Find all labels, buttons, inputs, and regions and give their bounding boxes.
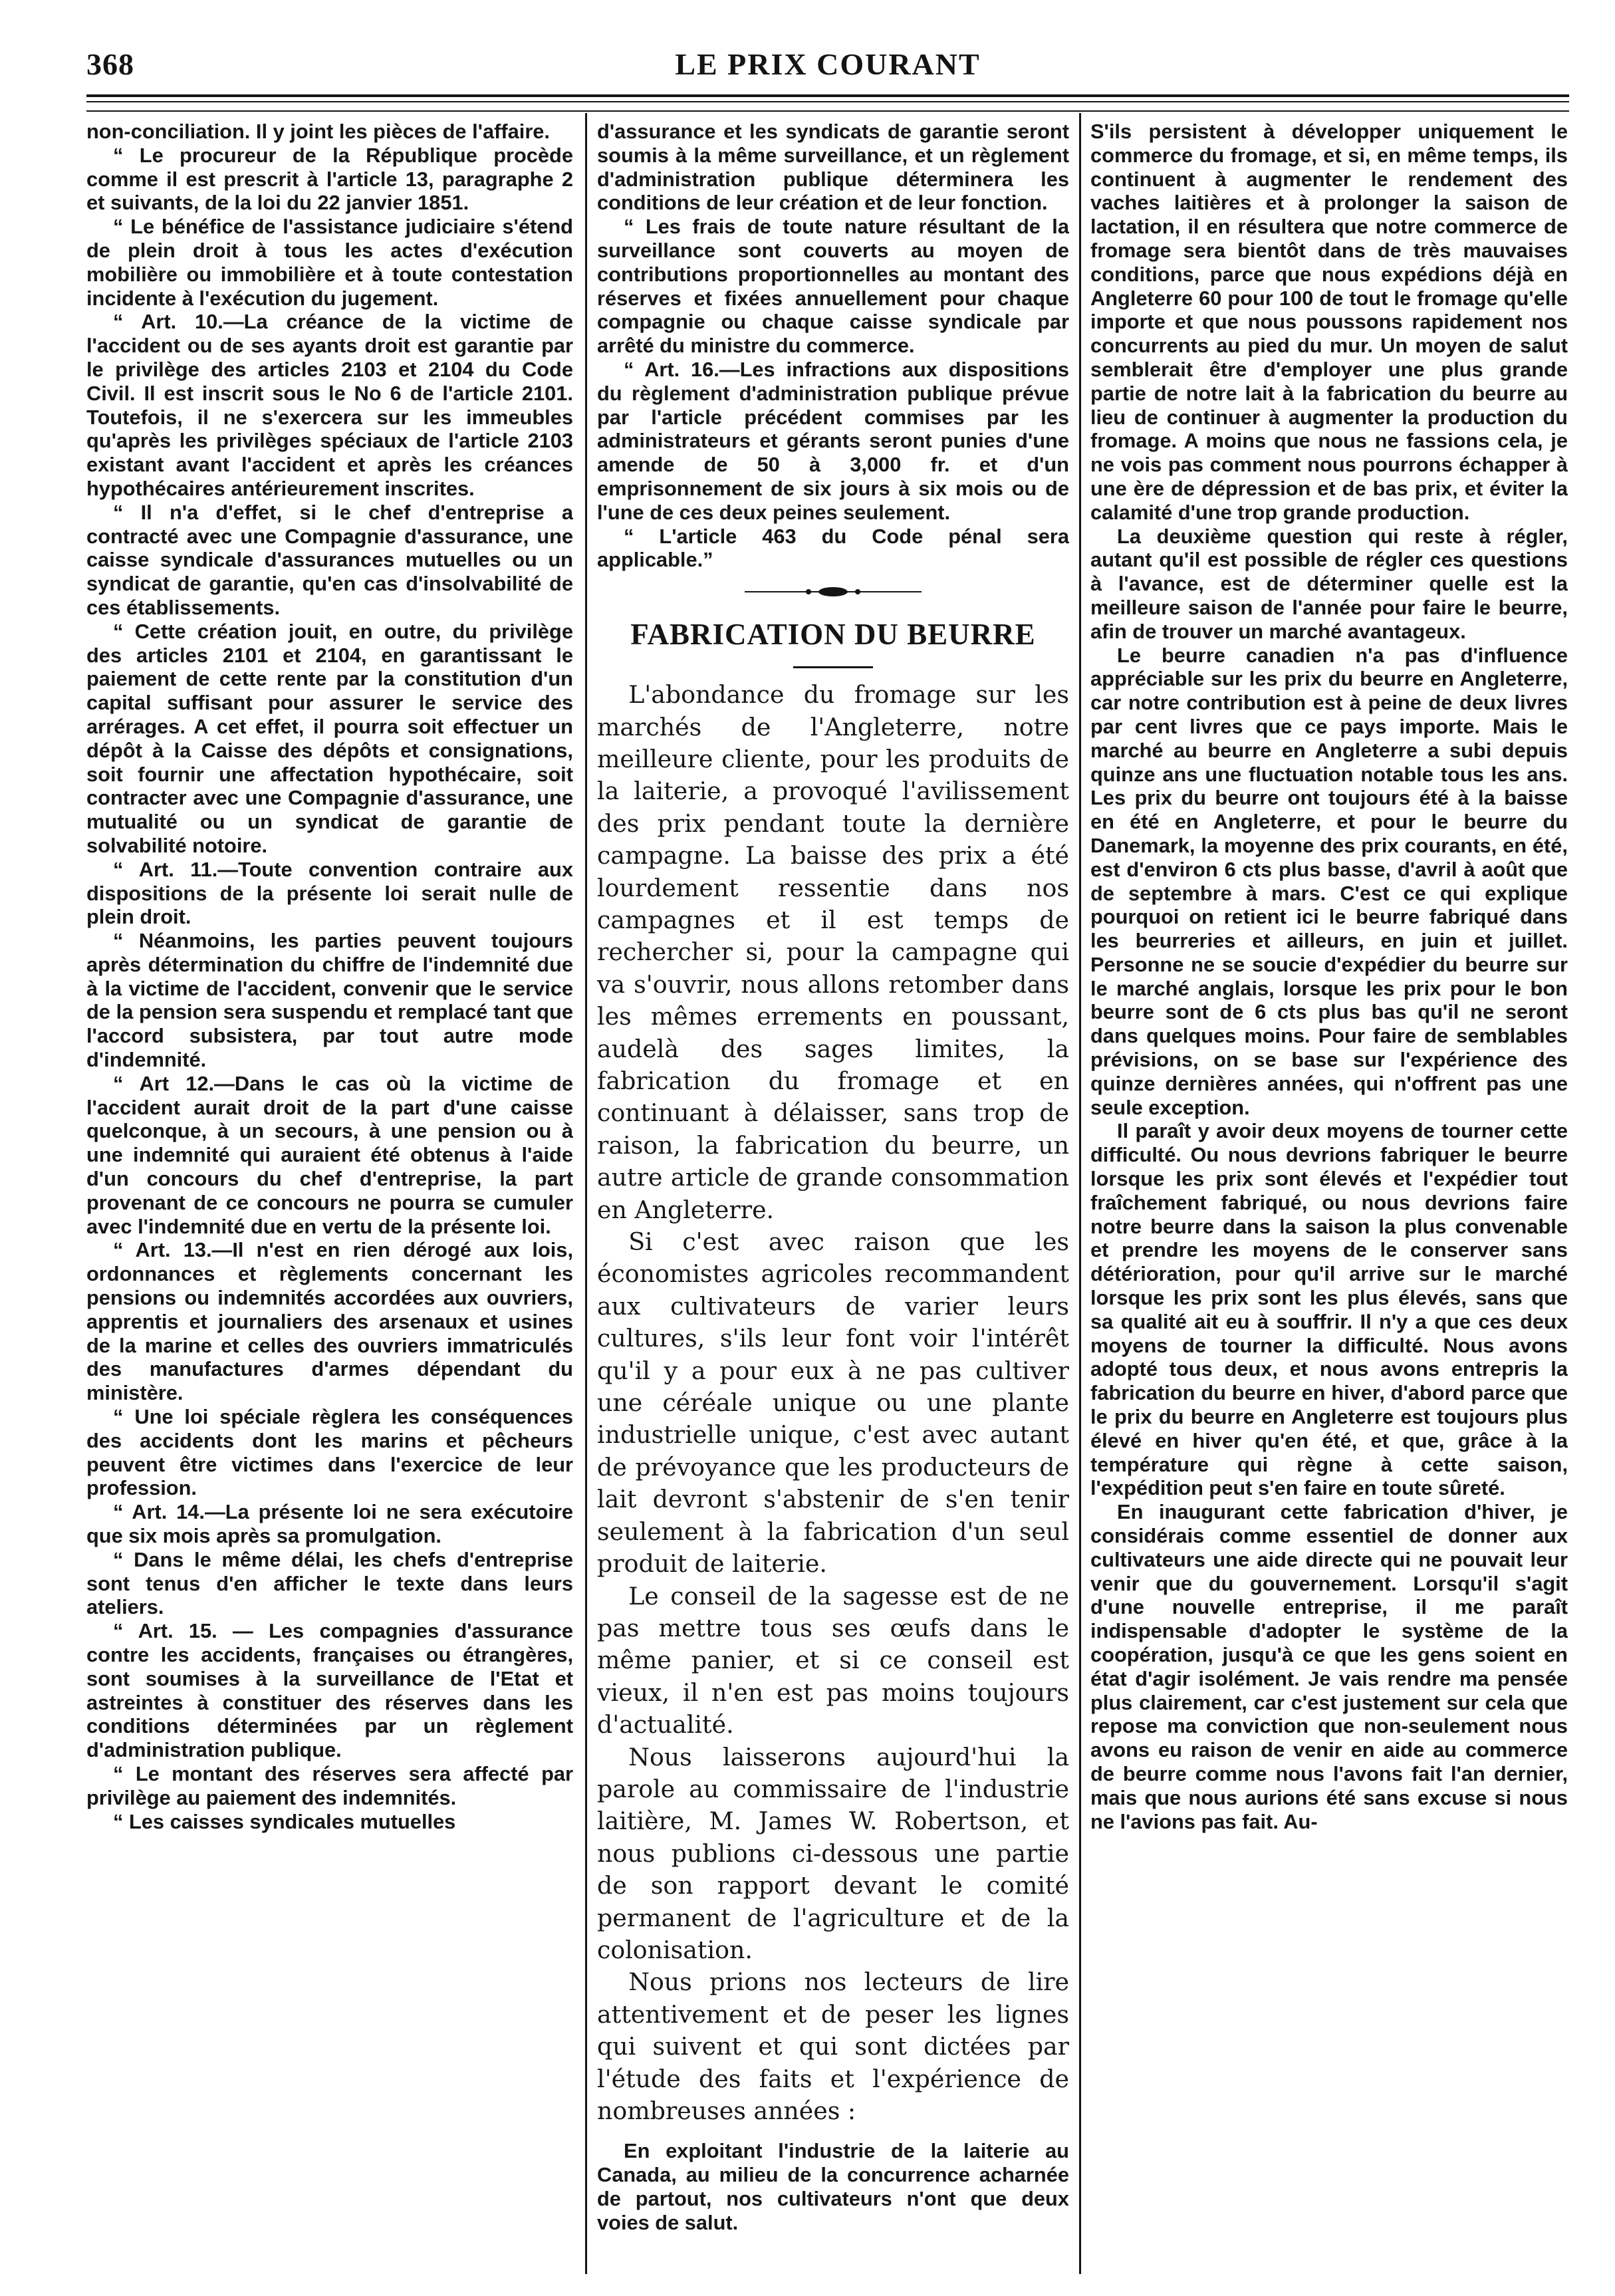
paragraph: Le beurre canadien n'a pas d'influence appréciable sur les prix du beurre en Angleterre, car notre contribution est à peine de deux livres par cent livres que ce pays importe. Mais le marché au beurre en Angleterre a subi depuis quinze ans une fluctuation notable tous les ans. Les prix du beurre ont toujours été à la baisse en été en Angleterre, et pour le beurre du Danemark, la moyenne des prix courants, en été, est d'environ 6 cts plus basse, d'avril à août que de septembre à mars. C'est ce qui explique pourquoi on retient ici le beurre fabriqué dans les beurreries et ailleurs, en juin et juillet. Personne ne se soucie d'expédier du beurre sur le marché anglais, lorsque les prix pour le bon beurre sont de 6 cts plus bas qu'il ne seront dans quelques moins. Pour faire de semblables prévisions, on se base sur l'expérience des quinze dernières années, qui n'offrent pas une seule exception. <box>1090 643 1568 1119</box>
section-ornament <box>597 572 1069 614</box>
paragraph: “ Le bénéfice de l'assistance judiciaire s'étend de plein droit à tous les actes d'exécution mobilière ou immobilière et à toute contestation incidente à l'exécution du jugement. <box>86 215 573 310</box>
paragraph: Il paraît y avoir deux moyens de tourner cette difficulté. Ou nous devrions fabriquer le beurre lorsque les prix sont élevés et l'expédier tout fraîchement fabriqué, ou nous devrions faire notre beurre dans la saison la plus convenable et prendre les moyens de le conserver sans détérioration, pour qu'il arrive sur le marché lorsque les prix sont les plus élevés, sans que sa qualité ait eu à souffrir. Il n'y a que ces deux moyens de tourner la difficulté. Nous avons adopté tous deux, et nous avons entrepris la fabrication du beurre en hiver, d'abord parce que le prix du beurre en Angleterre est toujours plus élevé en hiver qu'en été, et que, grâce à la température qui règne à cette saison, l'expédition peut s'en faire en toute sûreté. <box>1090 1119 1568 1500</box>
section-title: FABRICATION DU BEURRE <box>630 618 1036 652</box>
paragraph: d'assurance et les syndicats de garantie seront soumis à la même surveillance, et un règlement d'administration publique déterminera les conditions de leur création et de leur fonction. <box>597 120 1069 215</box>
paragraph: “ Art. 11.—Toute convention contraire aux dispositions de la présente loi serait nulle de plein droit. <box>86 857 573 929</box>
page-header <box>86 47 1569 93</box>
article-body <box>597 679 1069 2127</box>
paragraph: “ Le montant des réserves sera affecté par privilège au paiement des indemnités. <box>86 1761 573 1809</box>
paragraph: “ Une loi spéciale règlera les conséquences des accidents dont les marins et pêcheurs peuvent être victimes dans l'exercice de leur profession. <box>86 1405 573 1500</box>
column-separator-1 <box>585 113 587 2274</box>
column-separator-2 <box>1079 113 1081 2274</box>
header-rule-bottom <box>86 110 1569 112</box>
report-quote <box>597 2139 1069 2234</box>
paragraph: Nous prions nos lecteurs de lire attentivement et de peser les lignes qui suivent et qui sont dictées par l'étude des faits et l'expérience de nombreuses années : <box>597 1968 1069 2126</box>
page-number: 368 <box>86 47 134 81</box>
paragraph: non-conciliation. Il y joint les pièces de l'affaire. <box>86 120 550 143</box>
paragraph: S'ils persistent à développer uniquement le commerce du fromage, et si, en même temps, ils continuent à augmenter le rendement des vaches laitières et à prolonger la saison de lactation, il en résultera que notre commerce de fromage sera bientôt dans de très mauvaises conditions, parce que nous expédions déjà en Angleterre 60 pour 100 de tout le fromage qu'elle importe et que nous poussons rapidement nos concurrents au pied du mur. Un moyen de salut semblerait être d'employer une plus grande partie de notre lait à la fabrication du beurre au lieu de continuer à augmenter la production du fromage. A moins que nous ne fassions cela, je ne vois pas comment nous pourrons échapper à une ère de dépression et de bas prix, et éviter la calamité d'une trop grande production. <box>1090 120 1568 524</box>
paragraph: “ Cette création jouit, en outre, du privilège des articles 2101 et 2104, en garantissant le paiement de cette rente par la constitution d'un capital suffisant pour assurer le service des arrérages. A cet effet, il pourra soit effectuer un dépôt à la Caisse des dépôts et consignations, soit fournir une affectation hypothécaire, soit contracter avec une Compagnie d'assurance, une mutualité ou un syndicat de garantie de solvabilité notoire. <box>86 619 573 857</box>
column-right <box>1090 120 1568 2274</box>
paragraph: “ Dans le même délai, les chefs d'entreprise sont tenus d'en afficher le texte dans leurs ateliers. <box>86 1547 573 1619</box>
law-continuation <box>597 120 1069 572</box>
paragraph: La deuxième question qui reste à régler, autant qu'il est possible de régler ces questions à l'avance, est de déterminer quelle est la meilleure saison de l'année pour faire le beurre, afin de trouver un marché avantageux. <box>1090 524 1568 643</box>
paragraph: Le conseil de la sagesse est de ne pas mettre tous ses œufs dans le même panier, et si ce conseil est vieux, il n'en est pas moins toujours d'actualité. <box>597 1581 1069 1739</box>
paragraph: “ Le procureur de la République procède comme il est prescrit à l'article 13, paragraphe 2 et suivants, de la loi du 22 janvier 1851. <box>86 143 573 215</box>
paragraph: “ Art. 14.—La présente loi ne sera exécutoire que six mois après sa promulgation. <box>86 1500 573 1548</box>
title-underline <box>793 666 873 668</box>
running-title: LE PRIX COURANT <box>675 47 981 81</box>
paragraph: “ Néanmoins, les parties peuvent toujours après détermination du chiffre de l'indemnité due à la victime de l'accident, convenir que le service de la pension sera suspendu et remplacé tant que l'accord subsistera, par tout autre mode d'indemnité. <box>86 929 573 1072</box>
header-rule-thin <box>86 101 1569 102</box>
paragraph: “ Art 12.—Dans le cas où la victime de l'accident aurait droit de la part d'une caisse quelconque, à un secours, à une pension ou à une indemnité qui auraient été obtenus à l'aide d'un concours du chef d'entreprise, la part provenant de ce concours ne pourra se cumuler avec l'indemnité due en vertu de la présente loi. <box>86 1071 573 1238</box>
paragraph: “ Les frais de toute nature résultant de la surveillance sont couverts au moyen de contributions proportionnelles au montant des réserves et fixées annuellement pour chaque compagnie ou chaque caisse syndicale par arrêté du ministre du commerce. <box>597 215 1069 358</box>
paragraph: “ Art. 15. — Les compagnies d'assurance contre les accidents, françaises ou étrangères, sont soumises à la surveillance de l'Etat et astreintes à constituer des réserves dans les conditions déterminées par un règlement d'administration publique. <box>86 1619 573 1762</box>
paragraph: En inaugurant cette fabrication d'hiver, je considérais comme essentiel de donner aux cultivateurs une aide directe qui ne pouvait leur venir que du gouvernement. Lorsqu'il s'agit d'une nouvelle entreprise, il me paraît indispensable d'adopter le système de la coopération, jusqu'à ce que les gens soient en état d'agir isolément. Je vais rendre ma pensée plus clairement, car c'est justement sur cela que repose ma conviction que non-seulement nous avons eu raison de venir en aide au commerce de beurre comme nous l'avons fait l'an dernier, mais que nous aurions été sans excuse si nous ne l'avions pas fait. Au- <box>1090 1500 1568 1833</box>
paragraph: L'abondance du fromage sur les marchés de l'Angleterre, notre meilleure cliente, pour les produits de la laiterie, a provoqué l'avilissement des prix pendant toute la dernière campagne. La baisse des prix a été lourdement ressentie dans nos campagnes et il est temps de rechercher si, pour la campagne qui va s'ouvrir, nous allons retomber dans les mêmes errements en poussant, audelà des sages limites, la fabrication du fromage et en continuant à délaisser, sans trop de raison, la fabrication du beurre, un autre article de grande consommation en Angleterre. <box>597 680 1069 1224</box>
paragraph: “ Art. 13.—Il n'est en rien dérogé aux lois, ordonnances et règlements concernant les pensions ou indemnités accordées aux ouvriers, apprentis et journaliers des arsenaux et usines de la marine et celles des ouvriers immatriculés des manufactures d'armes dépendant du ministère. <box>86 1238 573 1405</box>
header-rule-thick <box>86 94 1569 97</box>
paragraph: “ L'article 463 du Code pénal sera applicable.” <box>597 524 1069 572</box>
column-middle <box>597 120 1069 2274</box>
paragraph: “ Art. 16.—Les infractions aux dispositions du règlement d'administration publique prévue par l'article précédent commises par les administrateurs et gérants seront punies d'une amende de 50 à 3,000 fr. et d'un emprisonnement de six jours à six mois ou de l'une de ces deux peines seulement. <box>597 357 1069 524</box>
paragraph: “ Les caisses syndicales mutuelles <box>113 1809 456 1833</box>
ornament-divider-icon <box>597 578 1069 605</box>
paragraph: “ Il n'a d'effet, si le chef d'entreprise a contracté avec une Compagnie d'assurance, une caisse syndicale d'assurances mutuelles ou un syndicat de garantie, qu'en cas d'insolvabilité de ces établissements. <box>86 500 573 619</box>
column-left <box>86 120 573 2274</box>
paragraph: Si c'est avec raison que les économistes agricoles recommandent aux cultivateurs de varier leurs cultures, s'ils leur font voir l'intérêt qu'il y a pour eux à ne pas cultiver une céréale unique ou une plante industrielle unique, c'est avec autant de prévoyance que les producteurs de lait devront s'abstenir de s'en tenir seulement à la fabrication d'un seul produit de laiterie. <box>597 1227 1069 1579</box>
paragraph: “ Art. 10.—La créance de la victime de l'accident ou de ses ayants droit est garantie par le privilège des articles 2103 et 2104 du Code Civil. Il est inscrit sous le No 6 de l'article 2101. Toutefois, il ne s'exercera sur les immeubles qu'après les privilèges spéciaux de l'article 2103 existant avant l'accident et après les créances hypothécaires antérieurement inscrites. <box>86 310 573 500</box>
paragraph: Nous laisserons aujourd'hui la parole au commissaire de l'industrie laitière, M. James W. Robertson, et nous publions ci-dessous une partie de son rapport devant le comité permanent de l'agriculture et de la colonisation. <box>597 1742 1069 1964</box>
paragraph: En exploitant l'industrie de la laiterie au Canada, au milieu de la concurrence acharnée de partout, nos cultivateurs n'ont que deux voies de salut. <box>597 2139 1069 2234</box>
